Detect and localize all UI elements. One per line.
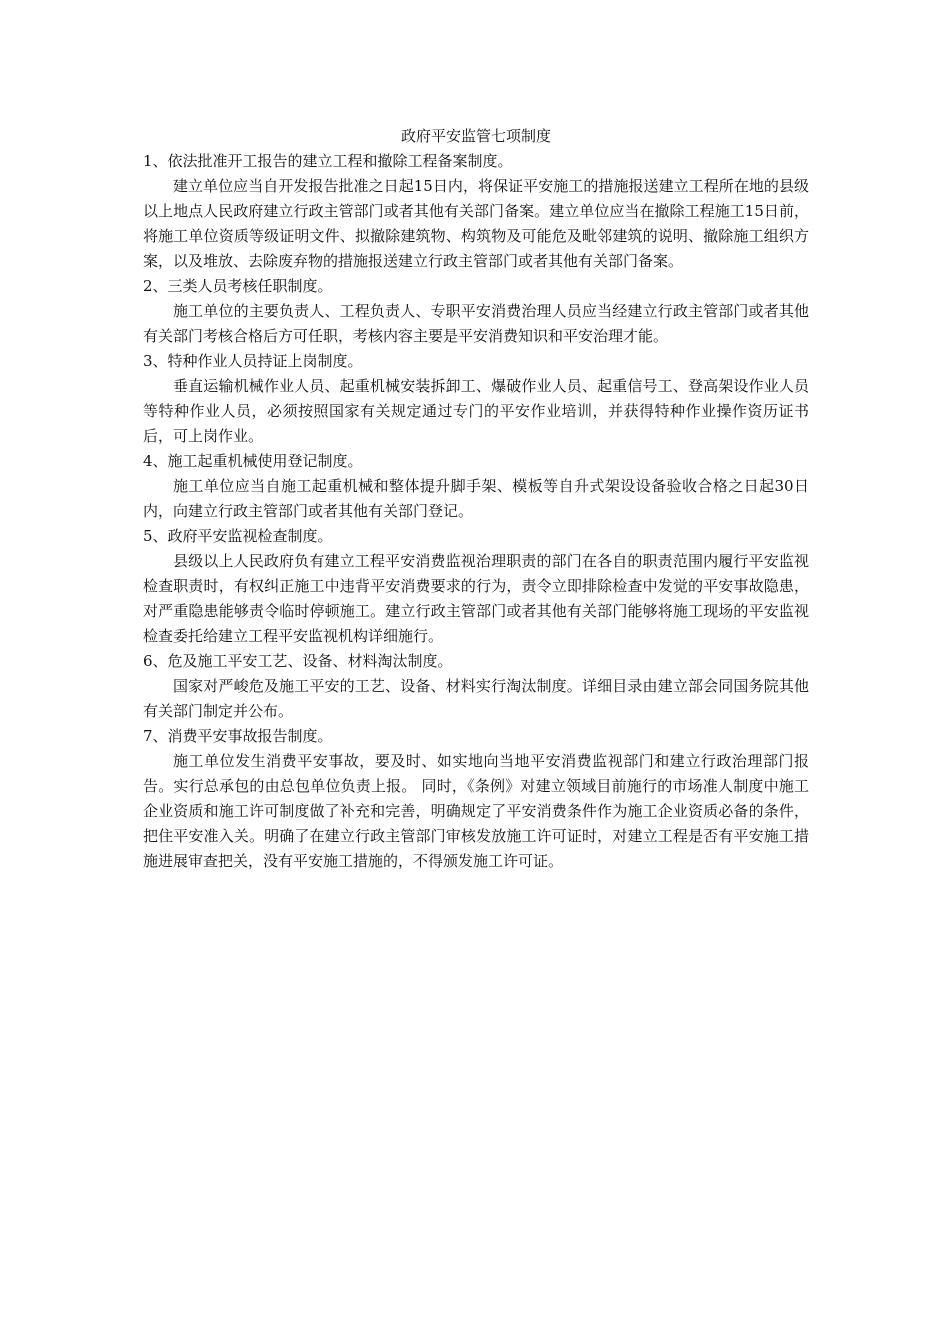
section-3-body: 垂直运输机械作业人员、起重机械安装拆卸工、爆破作业人员、起重信号工、登高架设作业人员等特种作业人员，必须按照国家有关规定通过专门的平安作业培训，并获得特种作业操作资历证书后，可上岗作业。 bbox=[143, 377, 809, 445]
section-4-body: 施工单位应当自施工起重机械和整体提升脚手架、模板等自升式架设设备验收合格之日起30日内，向建立行政主管部门或者其他有关部门登记。 bbox=[143, 477, 809, 520]
section-5-body: 县级以上人民政府负有建立工程平安消费监视治理职责的部门在各自的职责范围内履行平安监视检查职责时，有权纠正施工中违背平安消费要求的行为，责令立即排除检查中发觉的平安事故隐患，对严重隐患能够责令临时停顿施工。建立行政主管部门或者其他有关部门能够将施工现场的平安监视检查委托给建立工程平安监视机构详细施行。 bbox=[143, 552, 809, 645]
section-6-body: 国家对严峻危及施工平安的工艺、设备、材料实行淘汰制度。详细目录由建立部会同国务院其他有关部门制定并公布。 bbox=[143, 677, 809, 720]
section-2-heading: 2、三类人员考核任职制度。 bbox=[143, 277, 333, 295]
section-1-body: 建立单位应当自开发报告批准之日起15日内，将保证平安施工的措施报送建立工程所在地的县级以上地点人民政府建立行政主管部门或者其他有关部门备案。建立单位应当在撤除工程施工15日前，将施工单位资质等级证明文件、拟撤除建筑物、构筑物及可能危及毗邻建筑的说明、撤除施工组织方案，以及堆放、去除废弃物的措施报送建立行政主管部门或者其他有关部门备案。 bbox=[143, 177, 809, 270]
document-title: 政府平安监管七项制度 bbox=[400, 127, 551, 145]
section-7-heading: 7、消费平安事故报告制度。 bbox=[143, 727, 333, 745]
section-3-heading: 3、特种作业人员持证上岗制度。 bbox=[143, 352, 363, 370]
section-2-body: 施工单位的主要负责人、工程负责人、专职平安消费治理人员应当经建立行政主管部门或者其他有关部门考核合格后方可任职，考核内容主要是平安消费知识和平安治理才能。 bbox=[143, 302, 809, 345]
section-4-heading: 4、施工起重机械使用登记制度。 bbox=[143, 452, 363, 470]
section-5-heading: 5、政府平安监视检查制度。 bbox=[143, 527, 333, 545]
document-page bbox=[143, 124, 809, 874]
section-6-heading: 6、危及施工平安工艺、设备、材料淘汰制度。 bbox=[143, 652, 453, 670]
section-7-body: 施工单位发生消费平安事故，要及时、如实地向当地平安消费监视部门和建立行政治理部门报告。实行总承包的由总包单位负责上报。 同时，《条例》对建立领域目前施行的市场准人制度中施工企业资质和施工许可制度做了补充和完善，明确规定了平安消费条件作为施工企业资质必备的条件，把住平安准入关。明确了在建立行政主管部门审核发放施工许可证时，对建立工程是否有平安施工措施进展审查把关，没有平安施工措施的，不得颁发施工许可证。 bbox=[143, 752, 809, 870]
section-1-heading: 1、依法批准开工报告的建立工程和撤除工程备案制度。 bbox=[143, 152, 513, 170]
